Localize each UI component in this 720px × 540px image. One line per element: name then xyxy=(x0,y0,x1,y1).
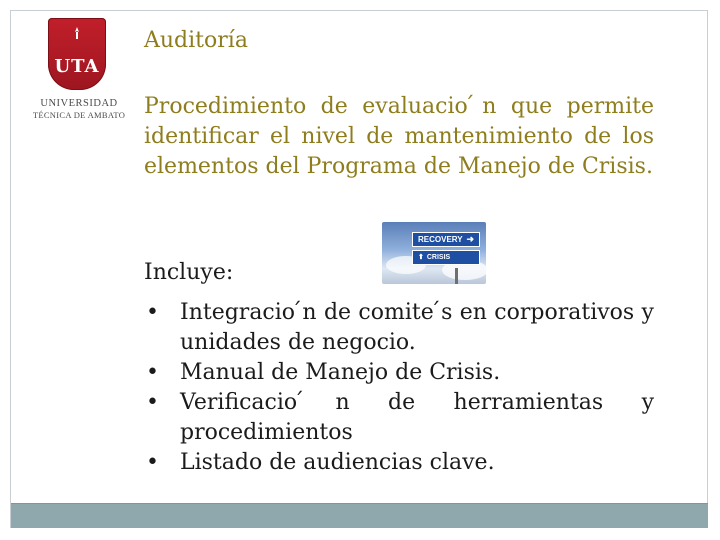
university-logo xyxy=(30,18,128,130)
recovery-sign xyxy=(412,232,480,247)
logo-university-name: UNIVERSIDAD xyxy=(40,98,118,109)
bottom-bar xyxy=(11,503,708,528)
list-item: • Integracio ́n de comite ́s en corporativos y unidades de negocio. xyxy=(144,298,654,358)
torch-icon xyxy=(70,26,84,40)
crisis-sign xyxy=(412,250,480,265)
arrow-right-icon: ➜ xyxy=(466,234,474,244)
recovery-sign-label: RECOVERY xyxy=(418,235,463,244)
includes-label: Incluye: xyxy=(144,260,234,285)
list-item: • Listado de audiencias clave. xyxy=(144,448,654,478)
list-item: • Verificacio ́n de herramientas y procedimientos xyxy=(144,388,654,448)
shield-text: UTA xyxy=(54,56,100,77)
slide-title: Auditoría xyxy=(144,28,248,53)
sign-post xyxy=(455,268,458,284)
crisis-sign-label: CRISIS xyxy=(426,254,451,261)
uta-shield xyxy=(48,18,106,90)
arrow-up-icon: ⬆ xyxy=(418,254,424,261)
list-item: • Manual de Manejo de Crisis. xyxy=(144,358,654,388)
logo-university-subtitle: TÉCNICA DE AMBATO xyxy=(32,110,126,120)
recovery-crisis-sign-image xyxy=(382,222,486,284)
includes-list xyxy=(144,298,654,478)
description-paragraph: Procedimiento de evaluacio ́n que permite identificar el nivel de mantenimiento de los elementos del Programa de Manejo de Crisis. xyxy=(144,94,654,179)
